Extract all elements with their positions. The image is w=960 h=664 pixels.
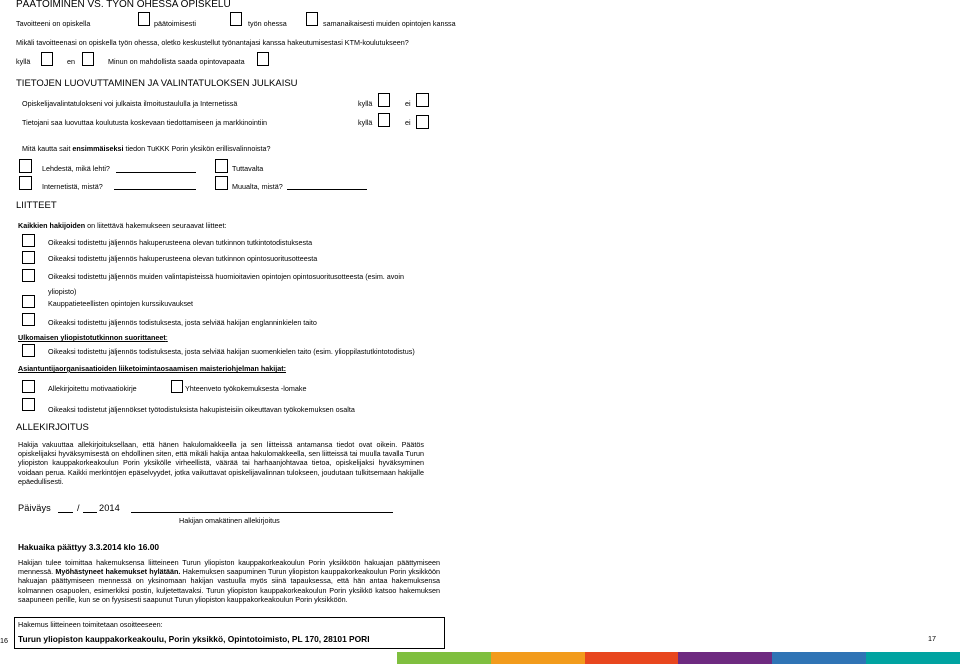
attachment-transcript: Oikeaksi todistettu jäljennös hakuperusteena olevan tutkinnon opintosuoritusotteesta <box>48 254 318 263</box>
address-label: Hakemus liitteineen toimitetaan osoitteeseen: <box>18 620 163 629</box>
attachments-intro: Kaikkien hakijoiden on liitettävä hakemukseen seuraavat liitteet: <box>18 221 227 230</box>
study-leave-label: Minun on mahdollista saada opintovapaata <box>108 57 245 66</box>
checkbox-transcript[interactable] <box>22 251 35 264</box>
stripe-segment-5 <box>772 652 866 664</box>
section-title-disclosure: TIETOJEN LUOVUTTAMINEN JA VALINTATULOKSEN JULKAISU <box>16 78 298 89</box>
attachment-degree-certificate: Oikeaksi todistettu jäljennös hakuperusteena olevan tutkinnon tutkintotodistuksesta <box>48 238 313 247</box>
abroad-title: Ulkomaisen yliopistotutkinnon suorittaneet: <box>18 333 168 342</box>
stripe-segment-1 <box>397 652 491 664</box>
checkbox-study-leave[interactable] <box>257 52 269 66</box>
checkbox-publish-yes[interactable] <box>378 93 390 107</box>
checkbox-source-other[interactable] <box>215 176 228 190</box>
publish-no-label: ei <box>405 99 411 108</box>
checkbox-disclose-yes[interactable] <box>378 113 390 127</box>
option-part-time: työn ohessa <box>248 19 287 28</box>
section-title-signature: ALLEKIRJOITUS <box>16 422 89 433</box>
checkbox-simultaneous[interactable] <box>306 12 318 26</box>
employer-question: Mikäli tavoitteenasi on opiskella työn ohessa, oletko keskustellut työnantajasi kanssa hakeutumisestasi KTM-koulutukseen? <box>16 38 409 47</box>
attachment-english-skill: Oikeaksi todistettu jäljennös todistuksesta, josta selviää hakijan englanninkielen taito <box>48 318 317 327</box>
color-stripe <box>397 652 960 664</box>
checkbox-employer-yes[interactable] <box>41 52 53 66</box>
delivery-address: Turun yliopiston kauppakorkeakoulu, Porin yksikkö, Opintotoimisto, PL 170, 28101 PORI <box>18 634 370 644</box>
stripe-segment-6 <box>866 652 960 664</box>
attachment-course-descriptions: Kauppatieteellisten opintojen kurssikuvaukset <box>48 299 194 308</box>
option-simultaneous: samanaikaisesti muiden opintojen kanssa <box>323 19 456 28</box>
publish-yes-label: kyllä <box>358 99 373 108</box>
source-newspaper-line[interactable] <box>116 172 196 173</box>
option-full-time: päätoimisesti <box>154 19 196 28</box>
checkbox-source-internet[interactable] <box>19 176 32 190</box>
checkbox-disclose-no[interactable] <box>416 115 429 129</box>
deadline-text: Hakijan tulee toimittaa hakemuksensa liitteineen Turun yliopiston kauppakorkeakoulun Porin yksikköön hakuajan päättymiseen mennessä. Myöhästyneet hakemukset hylätään. Hakemuksen saapuminen Turun yliopiston kauppakorkeakoulun Porin yksikköön hakuajan päättymiseen mennessä on yksinomaan hakijan vastuulla myös siinä tapauksessa, että hän antaa hakemuksensa kolmannen osapuolen, esimerkiksi postin, kuljetettavaksi. Turun yliopiston kauppakorkeakoulun Porin yksikkö katsoo hakemuksen saapuneen perille, kun se on fyysisesti saapunut Turun yliopiston kauppakorkeakoulun Porin yksikköön. <box>18 558 440 604</box>
checkbox-work-certificates[interactable] <box>22 398 35 411</box>
checkbox-finnish-skill[interactable] <box>22 344 35 357</box>
stripe-segment-2 <box>491 652 585 664</box>
section-title-attachments: LIITTEET <box>16 200 57 211</box>
source-newspaper-label: Lehdestä, mikä lehti? <box>42 164 110 173</box>
checkbox-source-newspaper[interactable] <box>19 159 32 173</box>
study-mode-prompt: Tavoitteeni on opiskella <box>16 19 91 28</box>
attachment-other-studies: Oikeaksi todistettu jäljennös muiden valintapisteissä huomioitavien opintojen opintosuoritusotteesta (esim. avoin <box>48 272 404 281</box>
checkbox-degree-certificate[interactable] <box>22 234 35 247</box>
signature-label: Hakijan omakätinen allekirjoitus <box>179 516 280 525</box>
answer-yes-label: kyllä <box>16 57 31 66</box>
checkbox-english-skill[interactable] <box>22 313 35 326</box>
section-title-study-mode: PÄÄTOIMINEN VS. TYÖN OHESSA OPISKELU <box>16 0 231 10</box>
checkbox-full-time[interactable] <box>138 12 150 26</box>
signature-declaration: Hakija vakuuttaa allekirjoituksellaan, että hänen hakulomakkeella ja sen liitteissä antamansa tiedot ovat oikein. Päätös opiskelijaksi hyväksymisestä on ehdollinen siten, että mikäli hakija antaa hakulomakkeella, sen liitteissä tai muulla tavalla Turun yliopiston kauppakorkeakoulun Porin yksikölle virheellistä, väärää tai harhaanjohtavaa tietoa, opiskelijaksi hyväksyminen voidaan perua. Kaikki merkintöjen epäselvyydet, jotka vaikuttavat opiskelijavalinnan tulokseen, joudutaan tulkitsemaan hakijalle epäedullisesti. <box>18 440 424 486</box>
checkbox-motivation-letter[interactable] <box>22 380 35 393</box>
disclose-info-text: Tietojani saa luovuttaa koulutusta koskevaan tiedottamiseen ja markkinointiin <box>22 118 268 127</box>
checkbox-course-descriptions[interactable] <box>22 295 35 308</box>
expert-program-title: Asiantuntijaorganisaatioiden liiketoimintaosaamisen maisteriohjelman hakijat: <box>18 364 287 373</box>
date-separator: / <box>77 503 80 513</box>
attachment-work-summary: Yhteenveto työkokemuksesta -lomake <box>185 384 307 393</box>
checkbox-employer-no[interactable] <box>82 52 94 66</box>
checkbox-publish-no[interactable] <box>416 93 429 107</box>
answer-no-label: en <box>67 57 75 66</box>
source-internet-line[interactable] <box>114 189 196 190</box>
stripe-segment-4 <box>678 652 772 664</box>
stripe-segment-3 <box>585 652 679 664</box>
page-number-right: 17 <box>928 634 936 643</box>
disclose-no-label: ei <box>405 118 411 127</box>
attachment-finnish-skill: Oikeaksi todistettu jäljennös todistuksesta, josta selviää hakijan suomenkielen taito (esim. ylioppilastutkintotodistus) <box>48 347 415 356</box>
date-month-line[interactable] <box>83 512 97 513</box>
source-question: Mitä kautta sait ensimmäiseksi tiedon TuKKK Porin yksikön erillisvalinnoista? <box>22 144 271 153</box>
source-friend-label: Tuttavalta <box>232 164 264 173</box>
date-year: 2014 <box>99 503 120 513</box>
attachment-motivation-letter: Allekirjoitettu motivaatiokirje <box>48 384 137 393</box>
publish-results-text: Opiskelijavalintatulokseni voi julkaista ilmoitustaululla ja Internetissä <box>22 99 238 108</box>
attachment-work-certificates: Oikeaksi todistetut jäljennökset työtodistuksista hakupisteisiin oikeuttavan työkokemuksen osalta <box>48 405 355 414</box>
source-internet-label: Internetistä, mistä? <box>42 182 103 191</box>
attachment-other-studies-cont: yliopisto) <box>48 287 77 296</box>
checkbox-work-summary[interactable] <box>171 380 183 393</box>
deadline-title: Hakuaika päättyy 3.3.2014 klo 16.00 <box>18 542 160 552</box>
checkbox-source-friend[interactable] <box>215 159 228 173</box>
signature-line[interactable] <box>131 512 393 513</box>
date-label: Päiväys <box>18 503 51 513</box>
page-number-left: 16 <box>0 636 8 645</box>
source-other-label: Muualta, mistä? <box>232 182 283 191</box>
source-other-line[interactable] <box>287 189 367 190</box>
disclose-yes-label: kyllä <box>358 118 373 127</box>
checkbox-part-time[interactable] <box>230 12 242 26</box>
checkbox-other-studies[interactable] <box>22 269 35 282</box>
date-day-line[interactable] <box>58 512 73 513</box>
